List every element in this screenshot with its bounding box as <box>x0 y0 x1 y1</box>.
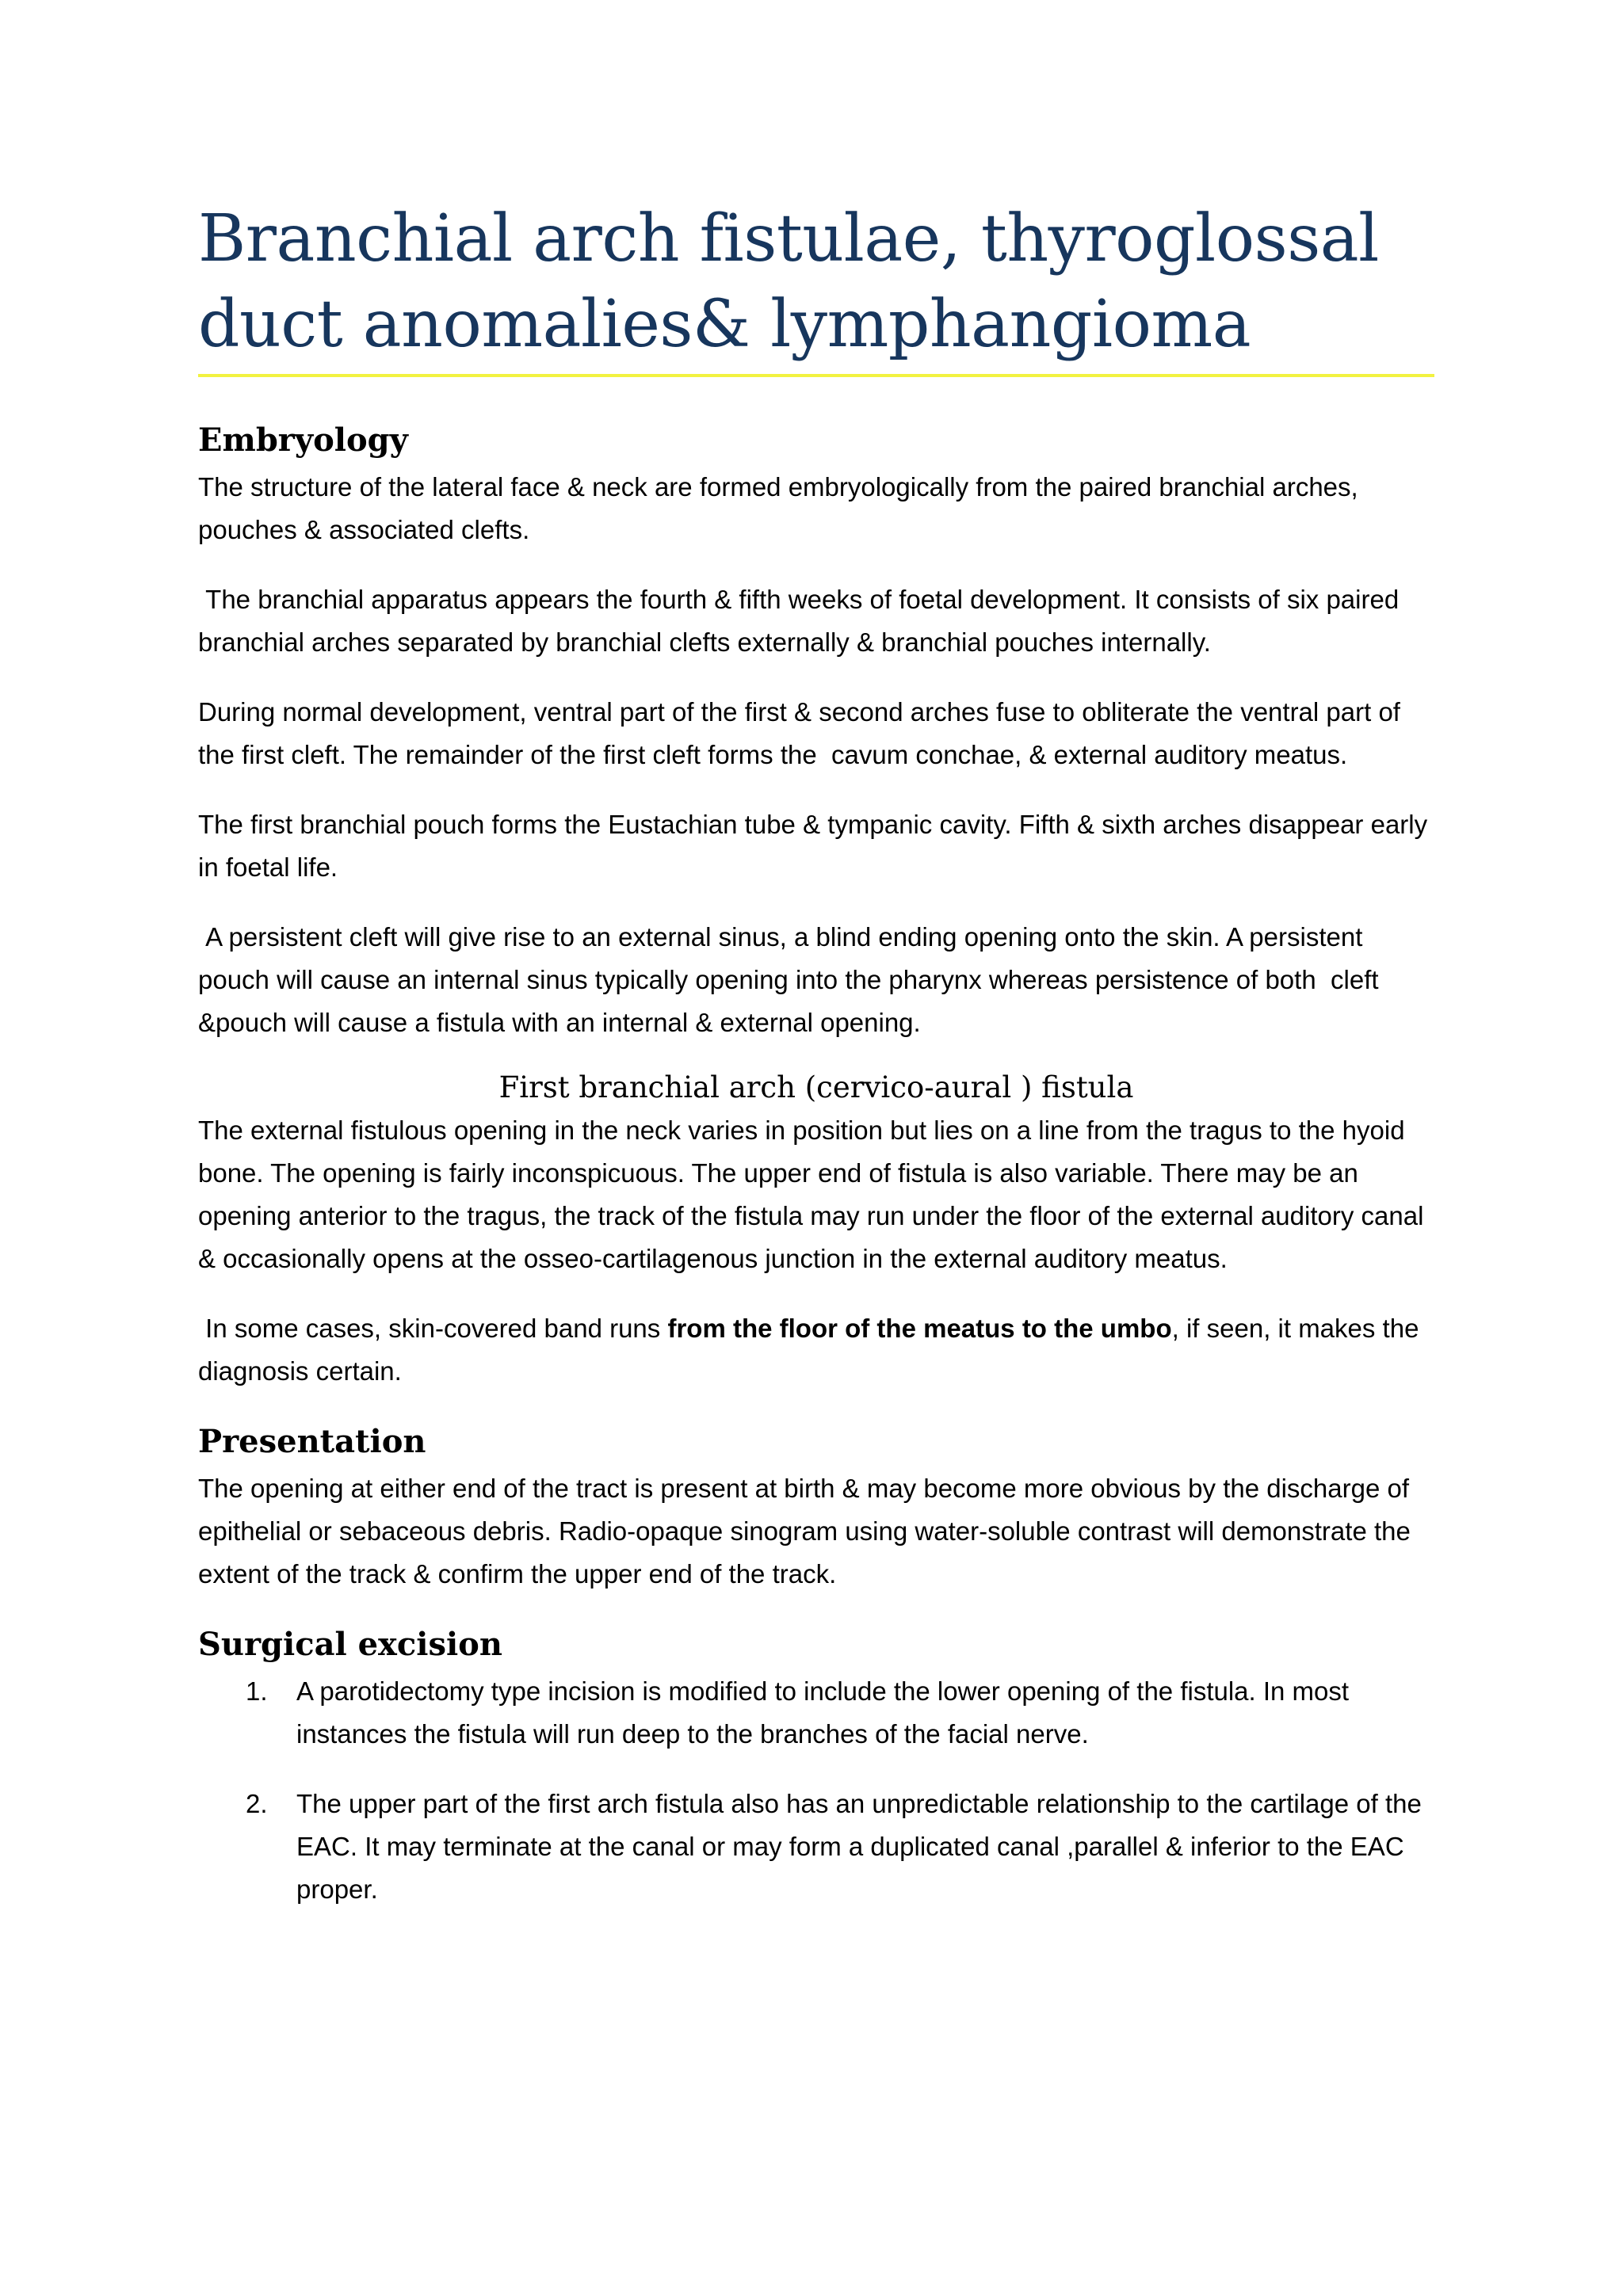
list-item-text: A parotidectomy type incision is modified to include the lower opening of the fistula. In most instances the fistula will run deep to the branches of the facial nerve. <box>296 1676 1350 1749</box>
title-underline <box>198 374 1434 377</box>
first-arch-paragraph-2-end: , if seen, it makes the diagnosis certain. <box>198 1314 1426 1386</box>
embryology-paragraph-4: The first branchial pouch forms the Eustachian tube & tympanic cavity. Fifth & sixth arches disappear early in foetal life. <box>198 810 1435 882</box>
embryology-paragraph-3: During normal development, ventral part of the first & second arches fuse to obliterate the ventral part of the first cleft. The remainder of the first cleft forms the cavum conchae, & external auditory meatus. <box>198 697 1408 769</box>
title-line-2: duct anomalies& lymphangioma <box>198 287 1251 362</box>
first-arch-paragraph-1: The external fistulous opening in the neck varies in position but lies on a line from the tragus to the hyoid bone. The opening is fairly inconspicuous. The upper end of fistula is also variable. There may be an opening anterior to the tragus, the track of the fistula may run under the floor of the external auditory canal & occasionally opens at the osseo-cartilagenous junction in the external auditory meatus. <box>198 1116 1424 1273</box>
embryology-heading: Embryology <box>198 421 408 459</box>
surgical-section <box>198 1623 1434 1911</box>
list-item <box>198 1783 1434 1911</box>
presentation-section <box>198 1420 1434 1596</box>
embryology-section <box>198 418 1434 1044</box>
first-arch-subheading: First branchial arch (cervico-aural ) fistula <box>498 1070 1134 1104</box>
embryology-paragraph-1: The structure of the lateral face & neck are formed embryologically from the paired branchial arches, pouches & associated clefts. <box>198 472 1365 544</box>
first-arch-paragraph-2 <box>198 1307 1434 1393</box>
first-arch-section <box>198 1066 1434 1393</box>
presentation-heading: Presentation <box>198 1423 426 1460</box>
list-item <box>198 1670 1434 1756</box>
list-item-number: 2. <box>246 1789 268 1818</box>
document-title <box>198 196 1434 368</box>
first-arch-paragraph-2-start: In some cases, skin-covered band runs <box>198 1314 668 1343</box>
surgical-steps-list <box>198 1670 1434 1911</box>
surgical-heading: Surgical excision <box>198 1626 502 1663</box>
embryology-paragraph-5: A persistent cleft will give rise to an external sinus, a blind ending opening onto the skin. A persistent pouch will cause an internal sinus typically opening into the pharynx whereas persistence of both cleft &pouch will cause a fistula with an internal & external opening. <box>198 922 1386 1037</box>
first-arch-paragraph-2-bold: from the floor of the meatus to the umbo <box>667 1314 1172 1343</box>
title-line-1: Branchial arch fistulae, thyroglossal <box>198 201 1379 277</box>
list-item-number: 1. <box>246 1676 268 1706</box>
embryology-paragraph-2: The branchial apparatus appears the fourth & fifth weeks of foetal development. It consists of six paired branchial arches separated by branchial clefts externally & branchial pouches internally. <box>198 585 1407 657</box>
document-body <box>198 418 1434 1938</box>
presentation-paragraph: The opening at either end of the tract is present at birth & may become more obvious by the discharge of epithelial or sebaceous debris. Radio-opaque sinogram using water-soluble contrast will demonstrate the extent of the track & confirm the upper end of the track. <box>198 1474 1411 1589</box>
list-item-text: The upper part of the first arch fistula also has an unpredictable relationship to the cartilage of the EAC. It may terminate at the canal or may form a duplicated canal ,parallel & inferior to the EAC proper. <box>296 1789 1422 1904</box>
